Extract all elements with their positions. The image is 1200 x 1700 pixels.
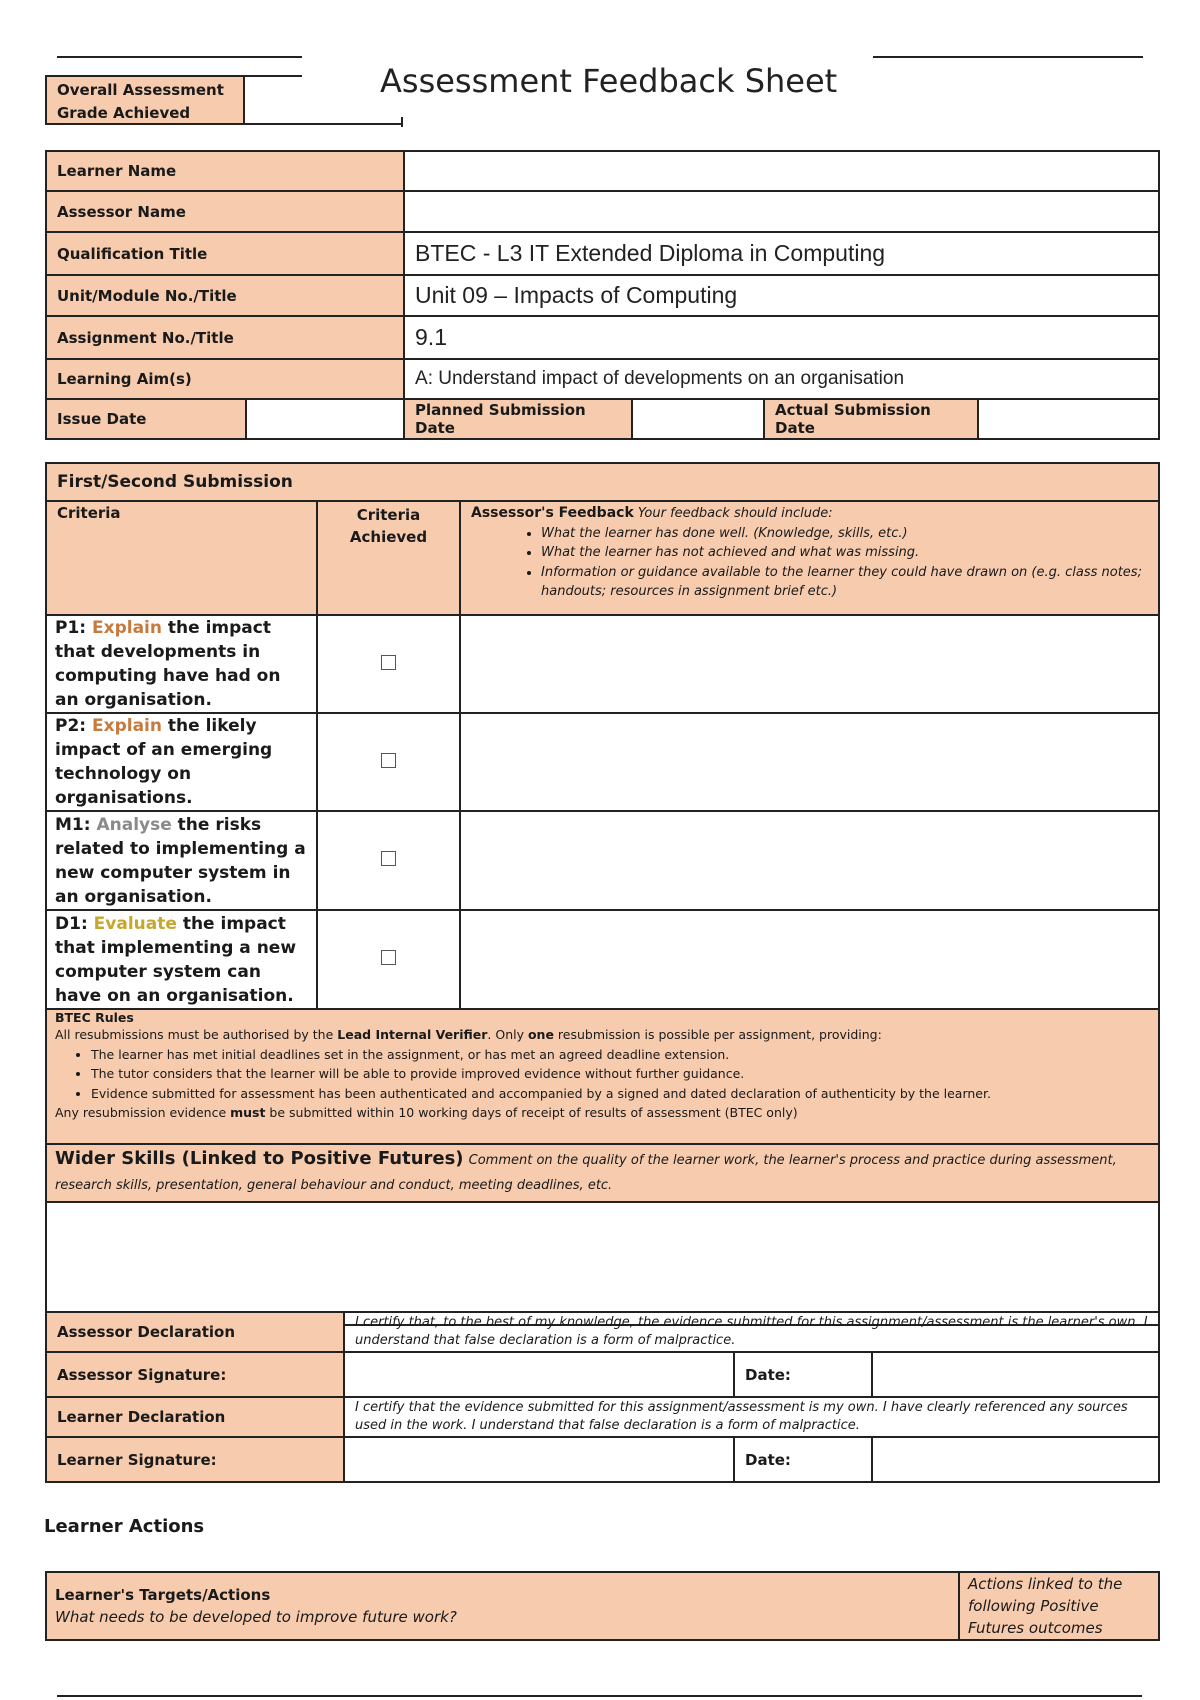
command-verb: Explain [92,716,162,736]
criteria-text: D1: Evaluate the impact that implementing a new computer system can have on an organisation. [46,910,317,1009]
learner-signature-field[interactable] [344,1437,734,1482]
criteria-row-d1 [46,910,1159,1009]
learner-targets-title: Learner's Targets/Actions [55,1586,271,1604]
feedback-column-header [460,501,1159,615]
unit-field[interactable]: Unit 09 – Impacts of Computing [404,275,1159,316]
qualification-field[interactable]: BTEC - L3 IT Extended Diploma in Computing [404,232,1159,275]
assessor-signature-label: Assessor Signature: [46,1352,344,1397]
learner-signature-label: Learner Signature: [46,1437,344,1482]
btec-rules-intro: All resubmissions must be authorised by the Lead Internal Verifier. Only one resubmission is possible per assignment, providing: [55,1027,882,1042]
criteria-achieved-column-header: Criteria Achieved [317,501,460,615]
achieved-checkbox[interactable] [381,950,396,965]
learner-declaration-label: Learner Declaration [46,1397,344,1437]
grade-label-cell [45,75,243,125]
feedback-field[interactable] [460,910,1159,1009]
assignment-field[interactable]: 9.1 [404,316,1159,359]
assessor-signature-field[interactable] [344,1352,734,1397]
feedback-field[interactable] [460,811,1159,910]
positive-futures-outcomes-label: Actions linked to the following Positive Futures outcomes [959,1572,1159,1640]
feedback-guidance-item: • What the learner has not achieved and what was missing. [541,543,1148,563]
command-verb: Explain [92,618,162,638]
learning-aim-field[interactable]: A: Understand impact of developments on an organisation [404,359,1159,399]
criteria-column-header: Criteria [46,501,317,615]
page-title: Assessment Feedback Sheet [380,62,838,100]
learner-name-label: Learner Name [46,151,404,191]
issue-date-field[interactable] [246,399,404,439]
btec-rule-item: • The tutor considers that the learner will be able to provide improved evidence without further guidance. [91,1064,1150,1084]
btec-rule-item: • Evidence submitted for assessment has been authenticated and accompanied by a signed and dated declaration of authenticity by the learner. [91,1084,1150,1104]
assessor-name-field[interactable] [404,191,1159,232]
actual-submission-field[interactable] [978,399,1159,439]
learner-name-field[interactable] [404,151,1159,191]
planned-submission-field[interactable] [632,399,764,439]
planned-submission-label: Planned Submission Date [404,399,632,439]
criteria-text: M1: Analyse the risks related to implementing a new computer system in an organisation. [46,811,317,910]
assignment-label: Assignment No./Title [46,316,404,359]
wider-skills-field[interactable] [46,1202,1159,1325]
assessor-date-field[interactable] [872,1352,1159,1397]
btec-rules-list [55,1045,1150,1104]
learning-aim-label: Learning Aim(s) [46,359,404,399]
assessor-declaration-label: Assessor Declaration [46,1312,344,1352]
feedback-intro: Your feedback should include: [637,506,833,521]
submission-title: First/Second Submission [46,463,1159,501]
criteria-text: P1: Explain the impact that developments in computing have had on an organisation. [46,615,317,713]
submission-table [45,462,1160,1326]
criteria-row-p1 [46,615,1159,713]
learner-date-label: Date: [734,1437,872,1482]
unit-label: Unit/Module No./Title [46,275,404,316]
feedback-guidance-item: • What the learner has done well. (Knowledge, skills, etc.) [541,524,1148,544]
grade-label-line1: Overall Assessment [57,81,224,99]
learner-targets-hint: What needs to be developed to improve future work? [55,1608,457,1626]
wider-skills-title: Wider Skills (Linked to Positive Futures) [55,1148,464,1169]
issue-date-label: Issue Date [46,399,246,439]
wider-skills-header [46,1144,1159,1202]
grade-value-field[interactable] [243,75,403,125]
grade-box-right-tick [401,117,403,127]
feedback-field[interactable] [460,713,1159,811]
btec-rule-item: • The learner has met initial deadlines set in the assignment, or has met an agreed deadline extension. [91,1045,1150,1065]
learner-declaration-text: I certify that the evidence submitted for this assignment/assessment is my own. I have clearly referenced any sources used in the work. I understand that false declaration is a form of malpractice. [344,1397,1159,1437]
assessor-declaration-text: I certify that, to the best of my knowledge, the evidence submitted for this assignment/assessment is the learner's own. I understand that false declaration is a form of malpractice. [344,1312,1159,1352]
qualification-label: Qualification Title [46,232,404,275]
header-line-left [57,56,302,58]
criteria-row-p2 [46,713,1159,811]
learner-actions-heading: Learner Actions [44,1516,205,1537]
btec-rules-section [46,1009,1159,1144]
btec-rules-outro: Any resubmission evidence must be submitted within 10 working days of receipt of results of assessment (BTEC only) [55,1105,798,1121]
feedback-header-label: Assessor's Feedback [471,505,634,521]
footer-line [57,1695,1142,1697]
wider-skills-hint: Comment on the quality of the learner work, the learner's process and practice during assessment, research skills, presentation, general behaviour and conduct, meeting deadlines, etc. [55,1153,1117,1193]
header-line-right [873,56,1143,58]
declarations-table [45,1311,1160,1483]
learner-date-field[interactable] [872,1437,1159,1482]
feedback-field[interactable] [460,615,1159,713]
actual-submission-label: Actual Submission Date [764,399,978,439]
assessor-name-label: Assessor Name [46,191,404,232]
achieved-checkbox[interactable] [381,655,396,670]
assessor-date-label: Date: [734,1352,872,1397]
command-verb: Analyse [96,814,172,835]
achieved-checkbox[interactable] [381,851,396,866]
achieved-checkbox[interactable] [381,753,396,768]
learner-targets-cell [46,1572,959,1640]
feedback-guidance-item: • Information or guidance available to the learner they could have drawn on (e.g. class notes; handouts; resources in assignment brief etc.) [541,563,1148,602]
command-verb: Evaluate [93,913,177,934]
criteria-text: P2: Explain the likely impact of an emerging technology on organisations. [46,713,317,811]
learner-actions-table [45,1571,1160,1641]
btec-rules-title: BTEC Rules [55,1010,134,1025]
feedback-guidance-list [471,524,1148,602]
criteria-row-m1 [46,811,1159,910]
details-table [45,150,1160,440]
grade-label-line2: Grade Achieved [57,104,191,122]
